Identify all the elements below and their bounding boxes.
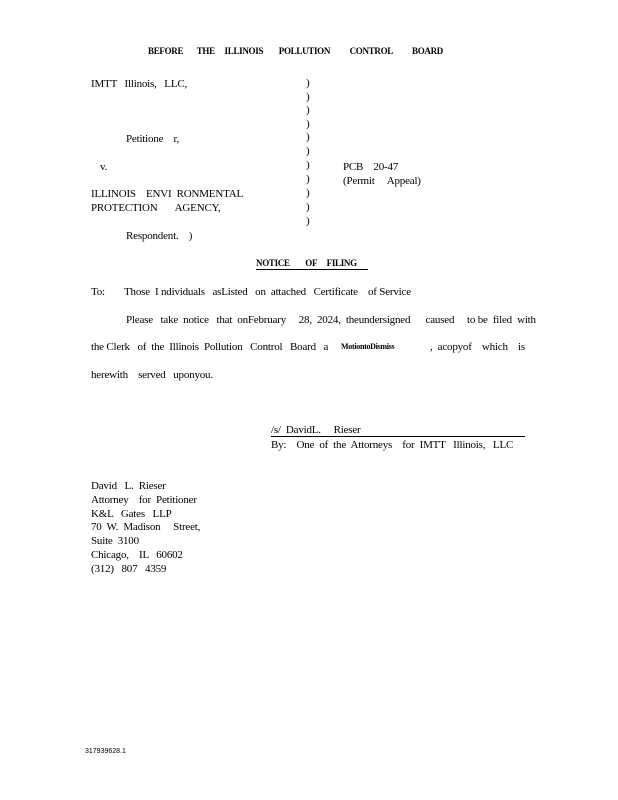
petitioner-name: IMTT Illinois, LLC,: [91, 78, 188, 90]
respondent-name-line1: ILLINOIS ENVI RONMENTAL: [91, 188, 243, 200]
versus-label: v.: [100, 161, 108, 173]
notice-body-line3: herewith served uponyou.: [91, 369, 213, 381]
caption-paren: ): [306, 173, 310, 185]
notice-body-line2: the Clerk of the Illinois Pollution Control Board a: [91, 341, 329, 353]
respondent-role: Respondent. ): [126, 230, 193, 242]
signature: /s/ DavidL. Rieser: [271, 424, 361, 436]
signature-line: [271, 436, 525, 437]
case-number: PCB 20-47: [343, 161, 399, 173]
caption-paren: ): [306, 187, 310, 199]
caption-paren: ): [306, 159, 310, 171]
attorney-line: (312) 807 4359: [91, 563, 167, 575]
caption-paren: ): [306, 145, 310, 157]
attorney-line: Chicago, IL 60602: [91, 549, 183, 561]
filed-document-title: MotiontoDismiss: [341, 342, 395, 351]
court-title: BEFORE THE ILLINOIS POLLUTION CONTROL BOARD: [148, 46, 443, 56]
respondent-name-line2: PROTECTION AGENCY,: [91, 202, 221, 214]
case-type: (Permit Appeal): [343, 175, 421, 187]
notice-body-line2-end: , acopyof which is: [430, 341, 525, 353]
caption-paren: ): [306, 118, 310, 130]
attorney-line: K&L Gates LLP: [91, 508, 172, 520]
notice-heading-underline: [256, 269, 368, 270]
document-id: 317939628.1: [85, 748, 126, 755]
attorney-line: Suite 3100: [91, 535, 139, 547]
attorney-line: David L. Rieser: [91, 480, 166, 492]
caption-paren: ): [306, 104, 310, 116]
to-label: To:: [91, 286, 105, 298]
caption-paren: ): [306, 131, 310, 143]
caption-paren: ): [306, 91, 310, 103]
attorney-line: 70 W. Madison Street,: [91, 521, 201, 533]
caption-paren: ): [306, 201, 310, 213]
to-recipients: Those I ndividuals asListed on attached Certificate of Service: [124, 286, 411, 298]
petitioner-role: Petitione r,: [126, 133, 180, 145]
notice-body-line1: Please take notice that onFebruary 28, 2024, theundersigned caused to be filed with: [126, 314, 536, 326]
attorney-line: Attorney for Petitioner: [91, 494, 197, 506]
caption-paren: ): [306, 215, 310, 227]
caption-paren: ): [306, 77, 310, 89]
signature-by-line: By: One of the Attorneys for IMTT Illinois, LLC: [271, 439, 514, 451]
notice-heading: NOTICE OF FILING: [256, 258, 357, 268]
